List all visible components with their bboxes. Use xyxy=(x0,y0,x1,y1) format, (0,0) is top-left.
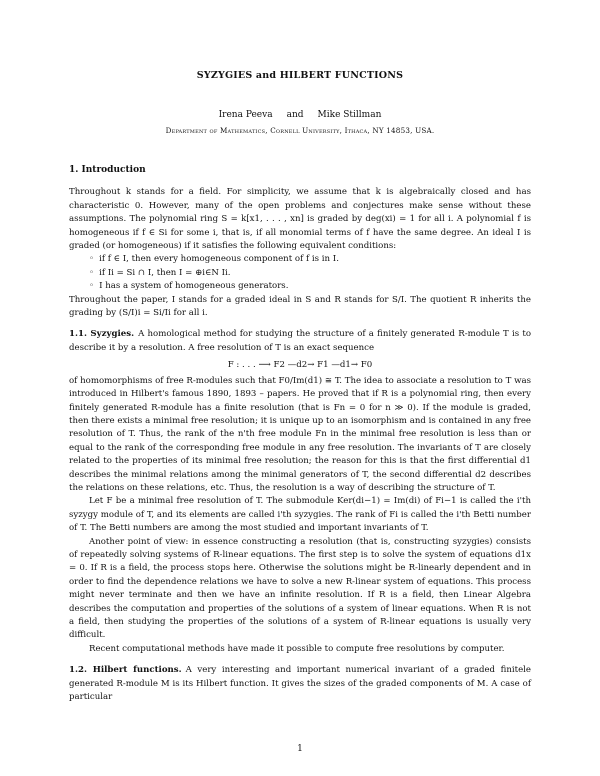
subsection-paragraph xyxy=(69,328,531,355)
conditions-list xyxy=(69,253,531,293)
paragraph: of homomorphisms of free R-modules such that F0/Im(d1) ≅ T. The idea to associate a resolution to T was introduced in Hilbert's famous 1890, 1893 – papers. He proved that if R is a polynomial ring, then every finitely generated R-module has a finite resolution (that is Fn = 0 for n ≫ 0). If the module is graded, then there exists a minimal free resolution; it is unique up to an isomorphism and is contained in any free resolution of T. Thus, the rank of the n'th free module Fn in the minimal free resolution is less than or equal to the rank of the corresponding free module in any free resolution. The invariants of T are closely related to the properties of its minimal free resolution; the reason for this is that the first differential d1 describes the minimal relations among the minimal generators of T, the second differential d2 describes the relations on these relations, etc. Thus, the resolution is a way of describing the structure of T. xyxy=(69,375,531,493)
display-equation: F : . . . ⟶ F2 —d2→ F1 —d1→ F0 xyxy=(227,360,373,371)
paper-body xyxy=(69,164,531,704)
authors-line xyxy=(0,110,600,120)
list-item: ◦ I has a system of homogeneous generators. xyxy=(89,280,531,293)
subsection-heading: 1.2. Hilbert functions. xyxy=(69,665,182,676)
list-item: ◦ if f ∈ I, then every homogeneous component of f is in I. xyxy=(89,253,531,266)
subsection-heading: 1.1. Syzygies. xyxy=(69,329,135,340)
paragraph-text: A very interesting and important numerical invariant of a graded finitele generated R-module M is its Hilbert function. It gives the sizes of the graded components of M. A case of particular xyxy=(69,665,531,703)
subsection-paragraph xyxy=(69,664,531,704)
paragraph-text: A homological method for studying the structure of a finitely generated R-module T is to describe it by a resolution. A free resolution of T is an exact sequence xyxy=(69,329,531,353)
paragraph: Let F be a minimal free resolution of T. The submodule Ker(di−1) = Im(di) of Fi−1 is called the i'th syzygy module of T, and its elements are called i'th syzygies. The rank of Fi is called the i'th Betti number of T. The Betti numbers are among the most studied and important invariants of T. xyxy=(69,496,531,534)
section-heading: 1. Introduction xyxy=(69,165,146,175)
affiliation: Department of Mathematics, Cornell University, Ithaca, NY 14853, USA. xyxy=(165,126,435,135)
paragraph: Recent computational methods have made it possible to compute free resolutions by computer. xyxy=(89,643,505,654)
list-item: ◦ if Ii = Si ∩ I, then I = ⊕i∈N Ii. xyxy=(89,267,531,280)
author-name: Irena Peeva xyxy=(218,110,273,120)
paper-title: SYZYGIES and HILBERT FUNCTIONS xyxy=(196,70,404,81)
paragraph: Throughout k stands for a field. For simplicity, we assume that k is algebraically closed and has characteristic 0. However, many of the open problems and conjectures make sense without these assumptions. The polynomial ring S = k[x1, . . . , xn] is graded by deg(xi) = 1 for all i. A polynomial f is homogeneous if f ∈ Si for some i, that is, if all monomial terms of f have the same degree. An ideal I is graded (or homogeneous) if it satisfies the following equivalent conditions: xyxy=(69,187,531,252)
paragraph: Throughout the paper, I stands for a graded ideal in S and R stands for S/I. The quotient R inherits the grading by (S/I)i = Si/Ii for all i. xyxy=(69,294,531,319)
author-name: Mike Stillman xyxy=(317,110,382,120)
paragraph: Another point of view: in essence constructing a resolution (that is, constructing syzygies) consists of repeatedly solving systems of R-linear equations. The first step is to solve the system of equations d1x = 0. If R is a field, the process stops here. Otherwise the solutions might be R-linearly dependent and in order to find the dependence relations we have to solve a new R-linear system of equations. This process might never terminate and then we have an infinite resolution. If R is a field, then Linear Algebra describes the computation and properties of the solutions of a system of linear equations. When R is not a field, then studying the properties of the solutions of a system of R-linear equations is usually very difficult. xyxy=(69,536,531,641)
author-separator: and xyxy=(286,110,304,120)
page-number: 1 xyxy=(297,744,303,754)
